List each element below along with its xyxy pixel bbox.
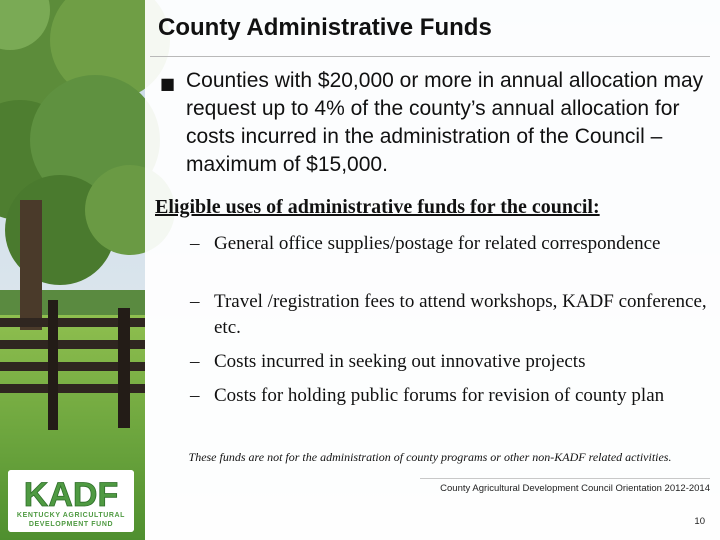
list-item [190, 349, 710, 375]
dash-icon: – [190, 233, 200, 254]
title-divider [150, 56, 710, 57]
kadf-logo [8, 470, 134, 532]
dash-icon: – [190, 351, 200, 372]
logo-line2: DEVELOPMENT FUND [28, 521, 114, 528]
footer-text: County Agricultural Development Council Orientation 2012-2014 [440, 483, 710, 494]
logo-line1: KENTUCKY AGRICULTURAL [16, 512, 126, 519]
square-bullet-icon: ■ [160, 74, 176, 93]
dash-icon: – [190, 385, 200, 406]
list-item-text: General office supplies/postage for related correspondence [214, 233, 661, 254]
list-item [190, 383, 710, 409]
bullet-text: Counties with $20,000 or more in annual allocation may request up to 4% of the county’s annual allocation for costs incurred in the administration of the Council – maximum of $15,000. [186, 69, 704, 176]
list-item-text: Costs incurred in seeking out innovative projects [214, 351, 586, 372]
page-number: 10 [694, 516, 705, 527]
slide-title: County Administrative Funds [158, 14, 492, 41]
list-item-text: Travel /registration fees to attend workshops, KADF conference, etc. [214, 291, 707, 338]
dash-icon: – [190, 291, 200, 312]
logo-wordmark: KADF [23, 476, 119, 514]
eligible-uses-heading: Eligible uses of administrative funds for the council: [155, 196, 600, 218]
list-item [190, 231, 710, 257]
funds-note: These funds are not for the administration of county programs or other non-KADF related activities. [188, 450, 672, 464]
list-item-text: Costs for holding public forums for revision of county plan [214, 385, 665, 406]
list-item [190, 289, 710, 341]
footer-divider [420, 478, 710, 479]
